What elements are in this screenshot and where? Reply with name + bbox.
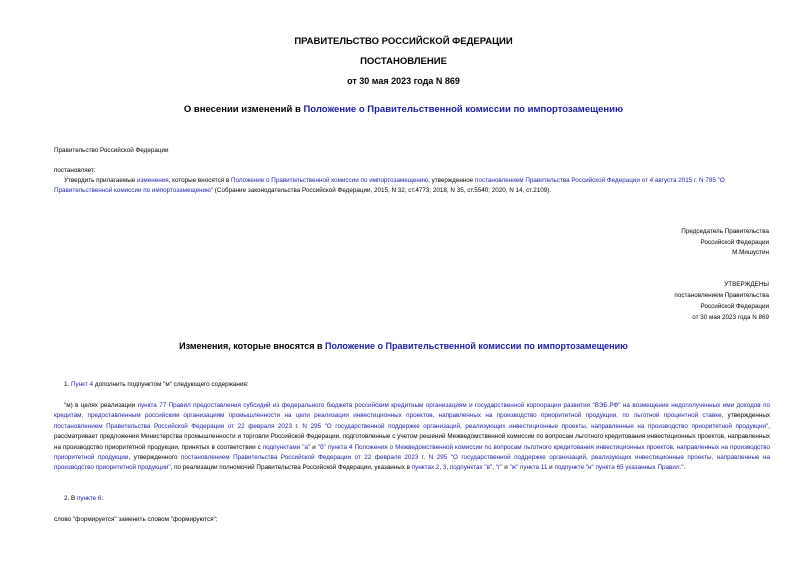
item-1 — [64, 380, 249, 390]
document-title — [0, 104, 807, 115]
approval-line: УТВЕРЖДЕНЫ — [724, 281, 769, 288]
subpoint-v-link[interactable]: подпунктах "в" — [449, 464, 493, 472]
preamble-government: Правительство Российской Федерации — [54, 147, 169, 154]
text: "м) в целях реализации — [64, 402, 138, 409]
preamble-decides: постановляет: — [54, 167, 96, 174]
point-6-link[interactable]: пункте 6 — [76, 495, 102, 502]
point-4-link[interactable]: Пункт 4 — [71, 381, 94, 388]
subpoint-g-link[interactable]: "г" — [495, 464, 503, 472]
changes-link[interactable]: изменения — [137, 177, 169, 184]
resolution-295-link-2[interactable]: постановлением Правительства Российской Федерации от 22 февраля 2023 г. N 295 "О государственной поддержке организаций, реализующих инвестиционные проекты, направленные на производство приоритетной продукции" — [54, 454, 770, 472]
text: , утвержденных — [721, 412, 770, 420]
regulation-link[interactable]: Положение о Правительственной комиссии по импортозамещению — [231, 177, 429, 184]
text: и — [310, 443, 318, 451]
text: , по реализации полномочий Правительства Российской Федерации, указанных в — [170, 464, 412, 472]
subpoint-n-link[interactable]: подпункте "н" пункта 65 указанных Правил — [554, 464, 680, 472]
title-prefix: О внесении изменений в — [183, 104, 304, 115]
subpoint-m-text — [54, 401, 770, 474]
signature-name: М.Мишустин — [732, 249, 769, 256]
paragraph-approve — [54, 176, 770, 196]
government-heading: ПРАВИТЕЛЬСТВО РОССИЙСКОЙ ФЕДЕРАЦИИ — [294, 36, 513, 47]
resolution-295-link[interactable]: постановлением Правительства Российской Федерации от 22 февраля 2023 г. N 295 "О государственной поддержке организаций, реализующих инвестиционные проекты, направленные на производство приоритетной продукции" — [54, 422, 769, 430]
changes-title-prefix: Изменения, которые вносятся в — [179, 341, 326, 351]
text: , утвержденное — [428, 177, 476, 184]
document-date: от 30 мая 2023 года N 869 — [347, 76, 460, 86]
text: 1. — [64, 381, 72, 388]
changes-title — [0, 341, 807, 351]
text: , — [439, 464, 443, 472]
points-2-link[interactable]: пунктах 2 — [411, 464, 440, 472]
rules-point-77-link[interactable]: пункта 77 Правил предоставления субсидий из федерального бюджета российским кредитным организациям и государственной корпорации развития "ВЭБ.РФ" на возмещение недополученных ими доходов по кредитам, предоставленным российским организациям промышленности на цели реализации инвестиционных проектов, направленных на производство приоритетной продукции, по льготной процентной ставке — [54, 402, 771, 420]
text: , которые вносятся в — [168, 177, 232, 184]
approval-block — [674, 279, 769, 323]
subpoint-zh-link[interactable]: "ж" пункта 11 — [509, 464, 548, 472]
text: дополнить подпунктом "м" следующего содержания: — [93, 381, 249, 388]
subpoint-b-link[interactable]: "б" пункта 4 Положения о Межведомственной комиссии по вопросам льготного кредитования инвестиционных проектов, направленных на производство приоритетной продукции — [54, 443, 770, 462]
approval-line: Российской Федерации — [700, 303, 769, 310]
signature-line: Председатель Правительства — [681, 228, 769, 235]
text: и — [502, 464, 510, 472]
text: (Собрание законодательства Российской Федерации, 2015, N 32, ст.4773; 2018, N 35, ст.5540; 2020, N 14, ст.2109). — [213, 187, 552, 194]
subpoint-a-link[interactable]: подпунктами "а" — [262, 443, 311, 451]
changes-title-link[interactable]: Положение о Правительственной комиссии по импортозамещению — [325, 341, 628, 351]
text: , — [492, 464, 496, 472]
text: , — [446, 464, 450, 472]
item-2-subtext: слово "формируется" заменить словом "формируются"; — [54, 516, 218, 523]
signature-line: Российской Федерации — [700, 238, 769, 246]
text: Утвердить прилагаемые — [64, 177, 137, 184]
title-link[interactable]: Положение о Правительственной комиссии по импортозамещению — [303, 104, 624, 115]
text: , рассматривает предложения Министерства промышленности и торговли Российской Федерации, подготовленные с учетом решений Межведомственной комиссии по вопросам льготного кредитования инвестиционных проектов, направленных на производство приоритетной продукции, принятых в соответствии с — [54, 422, 770, 451]
approval-line: постановлением Правительства — [674, 292, 769, 299]
resolution-785-link[interactable]: постановлением Правительства Российской Федерации от 4 августа 2015 г. N 785 "О Правительственной комиссии по импортозамещению" — [54, 177, 725, 194]
approval-line: от 30 мая 2023 года N 869 — [692, 314, 769, 321]
text: , утвержденного — [128, 454, 182, 462]
point-3-link[interactable]: 3 — [442, 464, 447, 472]
text: : — [101, 495, 104, 502]
item-2 — [64, 494, 103, 504]
text: 2. В — [64, 495, 77, 502]
text: и — [547, 464, 555, 472]
document-type: ПОСТАНОВЛЕНИЕ — [360, 56, 447, 67]
text: .". — [679, 464, 686, 472]
signature-block — [681, 227, 769, 259]
